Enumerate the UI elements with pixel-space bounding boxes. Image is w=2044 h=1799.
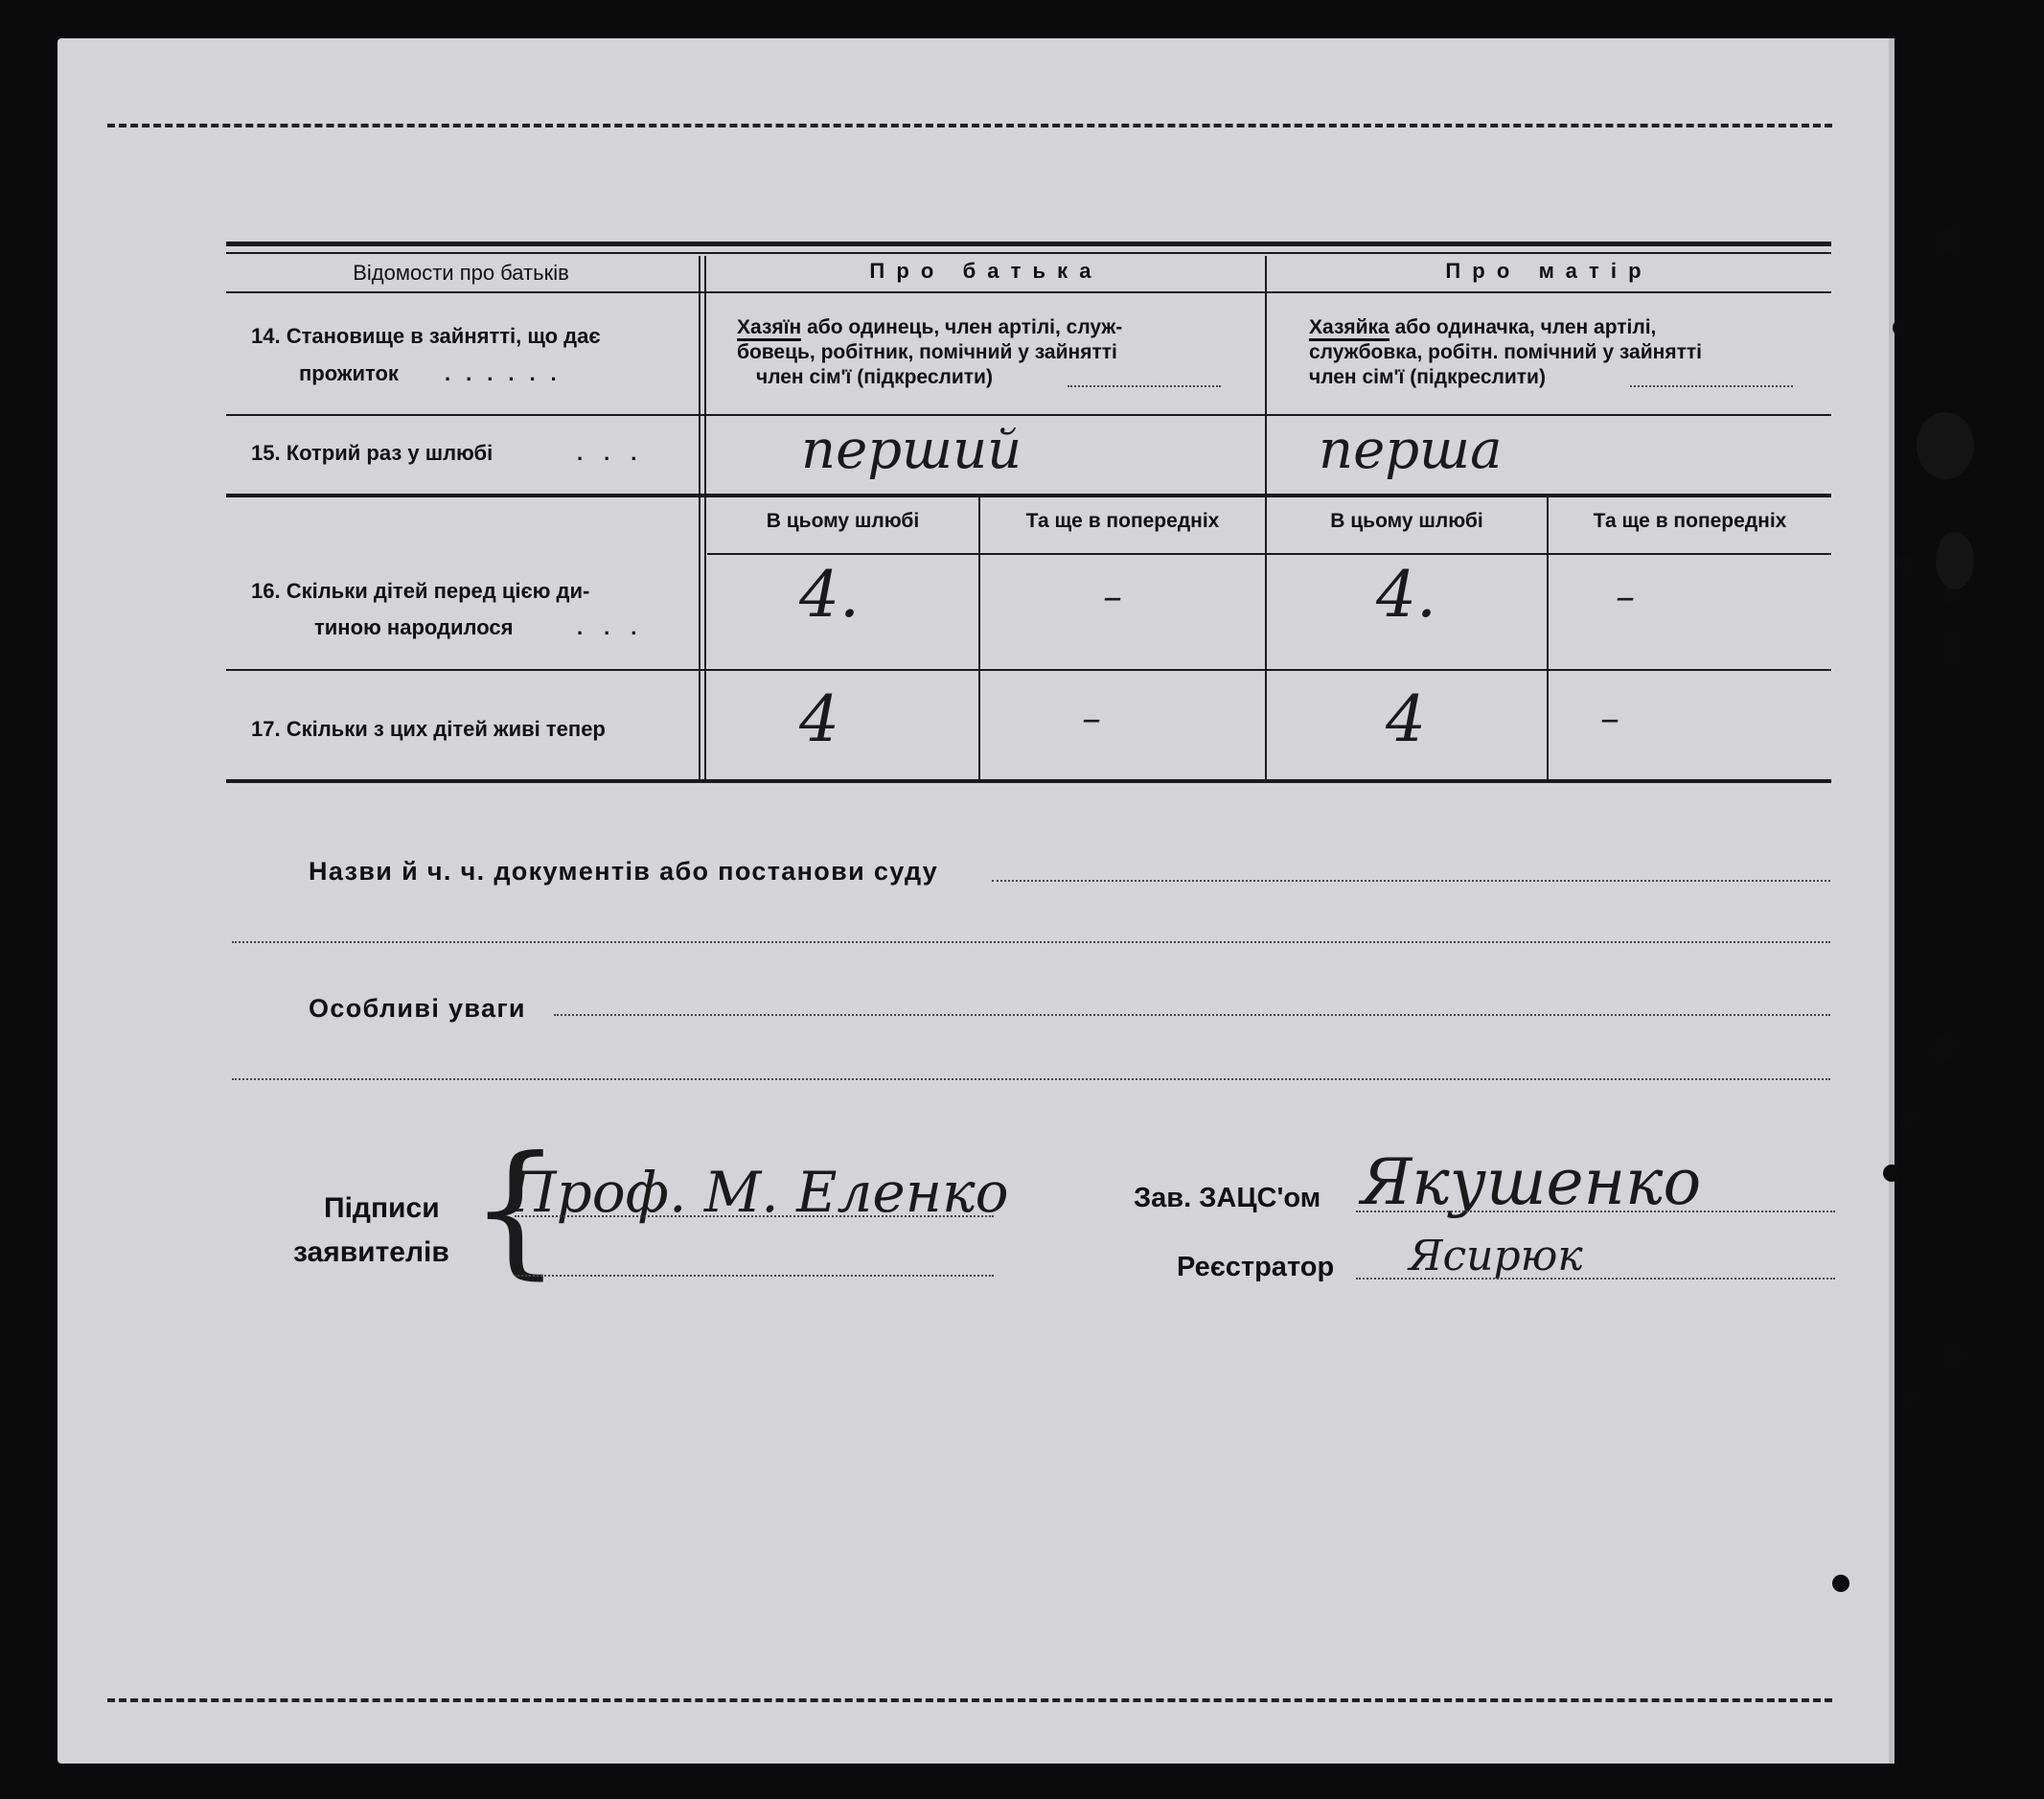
mother-children-living-previous: – [1600, 697, 1619, 741]
header-about-father: Про батька [869, 259, 1103, 283]
mother-children-born-previous: – [1616, 575, 1635, 619]
remarks-fill-line [554, 1014, 1830, 1016]
header-about-mother: Про матір [1445, 259, 1653, 283]
subheader-mother-previous: Та ще в попередніх [1593, 510, 1787, 532]
table-col-divider [978, 497, 980, 780]
remarks-label: Особливі уваги [309, 994, 526, 1023]
table-col-divider [704, 256, 706, 780]
table-rule [226, 291, 1831, 293]
binding-hole [1895, 554, 1913, 571]
row14-mother-line1 [1309, 316, 1656, 339]
mother-children-living-this: 4 [1386, 682, 1426, 756]
row14-leader-dots: ...... [445, 361, 572, 385]
registrar-label: Реєстратор [1177, 1252, 1335, 1282]
header-parents-info: Відомости про батьків [353, 261, 569, 285]
binding-hole [1932, 1033, 1959, 1060]
row16-leader-dots: ... [577, 615, 658, 639]
perforation-line-bottom [107, 1698, 1832, 1702]
subheader-mother-this-marriage: В цьому шлюбі [1330, 510, 1483, 532]
row15-label: 15. Котрий раз у шлюбі [251, 441, 494, 465]
ink-smudge [1917, 412, 1974, 479]
mother-occupation-selected: Хазяйка [1309, 316, 1389, 341]
table-rule [226, 252, 1831, 254]
registrar-signature-line [1356, 1278, 1835, 1280]
fill-line [1068, 385, 1221, 387]
table-col-divider [699, 256, 700, 780]
father-occupation-selected: Хазяїн [737, 316, 801, 341]
father-children-born-this: 4. [799, 558, 860, 632]
row14-father-line1 [737, 316, 1122, 339]
row15-leader-dots: ... [577, 441, 658, 465]
documents-fill-line [992, 880, 1830, 882]
row14-label: 14. Становище в зайнятті, що дає [251, 324, 601, 348]
binding-hole [1900, 1393, 1918, 1410]
row14-father-line3: член сім'ї (підкреслити) [756, 366, 993, 388]
row14-label-cont: прожиток [299, 361, 399, 385]
father-marriage-count-handwritten: перший [801, 419, 1022, 481]
binding-hole [1899, 1113, 1917, 1130]
row14-mother-line2: службовка, робітн. помічний у зайнятті [1309, 341, 1702, 363]
father-children-born-previous: – [1103, 575, 1122, 619]
mother-marriage-count-handwritten: перша [1319, 419, 1503, 481]
table-rule-thick [226, 494, 1831, 497]
mother-children-born-this: 4. [1376, 558, 1436, 632]
binding-hole [1893, 319, 1910, 336]
remarks-fill-line-2 [232, 1078, 1830, 1080]
father-children-living-previous: – [1082, 697, 1101, 741]
subheader-father-previous: Та ще в попередніх [1025, 510, 1220, 532]
documents-label: Назви й ч. ч. документів або постанови суду [309, 857, 939, 886]
brace-bracket: { [470, 1126, 562, 1293]
fill-line [1630, 385, 1793, 387]
binding-hole [1936, 227, 1963, 254]
parents-info-table [226, 242, 1831, 782]
row17-label: 17. Скільки з цих дітей живі тепер [251, 717, 606, 741]
binding-hole [1939, 633, 1965, 659]
documents-fill-line-2 [232, 941, 1830, 943]
row16-label-cont: тиною народилося [314, 615, 514, 639]
row14-mother-line3: член сім'ї (підкреслити) [1309, 366, 1546, 388]
table-rule [226, 414, 1831, 416]
applicant-signature: Проф. М. Еленко [508, 1160, 1009, 1225]
binding-hole [1832, 1575, 1849, 1592]
table-col-divider [1547, 497, 1549, 780]
table-rule [707, 553, 1831, 555]
binding-hole [1883, 1165, 1900, 1182]
table-border-top [226, 242, 1831, 246]
applicant-signature-line-2 [515, 1275, 994, 1277]
binding-hole [1941, 1342, 1967, 1369]
subheader-father-this-marriage: В цьому шлюбі [766, 510, 920, 532]
page-edge [1889, 38, 1895, 1764]
registrar-signature: Ясирюк [1409, 1232, 1583, 1280]
father-occupation-options: або одинець, член артілі, служ- [807, 316, 1123, 338]
father-children-living-this: 4 [799, 682, 839, 756]
perforation-line-top [107, 124, 1832, 127]
table-border-bottom [226, 779, 1831, 783]
applicants-signatures-label-cont: заявителів [293, 1236, 449, 1268]
head-signature-line [1356, 1211, 1835, 1212]
table-rule [226, 669, 1831, 671]
ink-smudge [1936, 532, 1974, 589]
row16-label: 16. Скільки дітей перед цією ди- [251, 579, 590, 603]
row14-father-line2: бовець, робітник, помічний у зайнятті [737, 341, 1117, 363]
mother-occupation-options: або одиначка, член артілі, [1394, 316, 1657, 338]
head-of-registry-label: Зав. ЗАЦС'ом [1134, 1183, 1321, 1213]
applicant-signature-line [515, 1215, 994, 1217]
head-of-registry-signature: Якушенко [1361, 1145, 1702, 1219]
applicants-signatures-label: Підписи [324, 1192, 440, 1224]
